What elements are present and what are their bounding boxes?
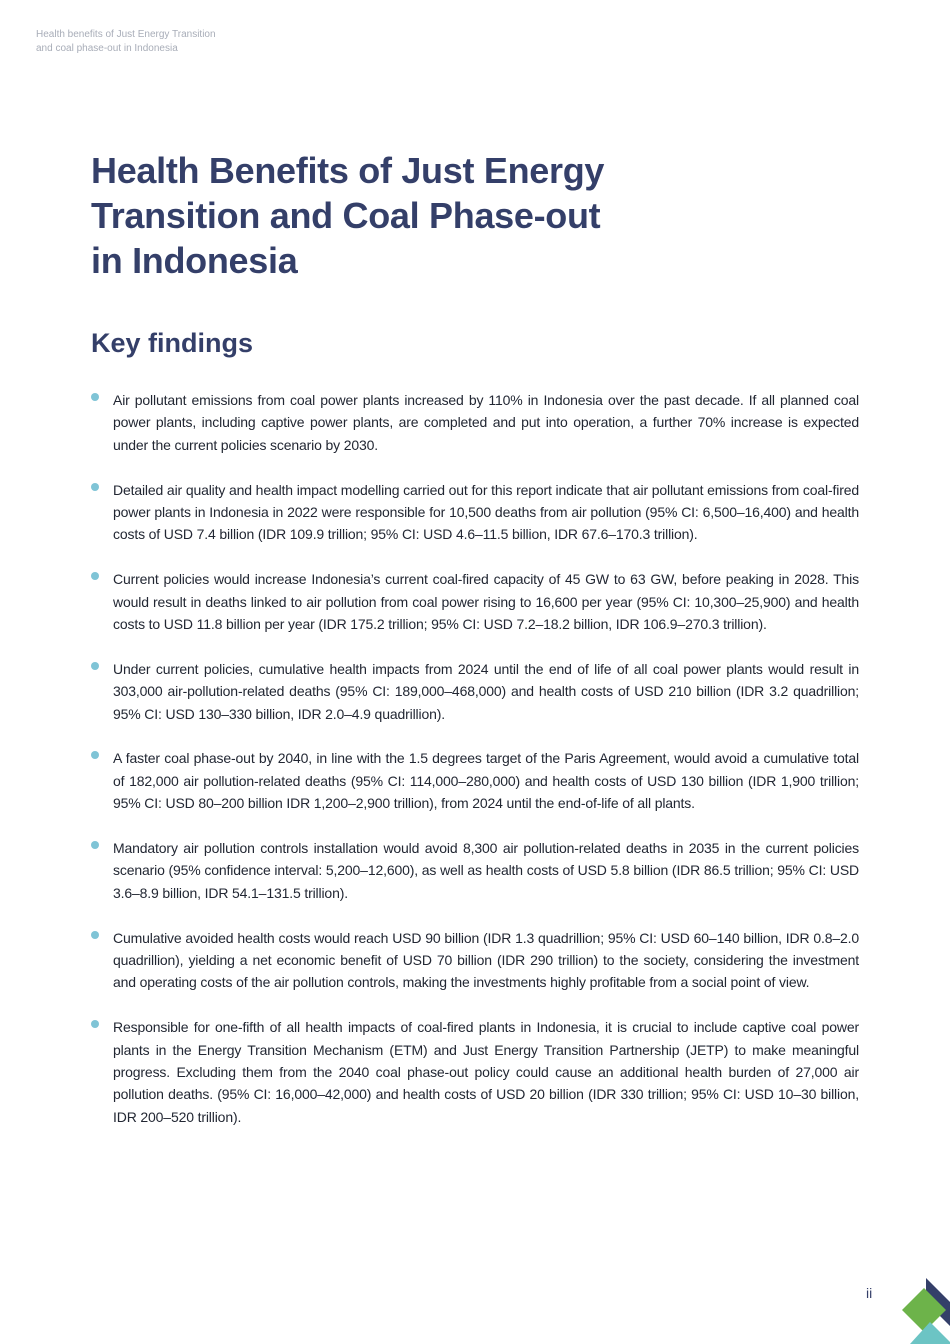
page-title-line-2: Transition and Coal Phase-out [91,195,601,236]
bullet-dot-icon [91,393,99,401]
finding-text: Detailed air quality and health impact modelling carried out for this report indicate that air pollutant emissions from coal-fired power plants in Indonesia in 2022 were responsible for 10,500 deaths from air pollution (95% CI: 6,500–16,400) and health costs of USD 7.4 billion (IDR 109.9 trillion; 95% CI: USD 4.6–11.5 billion, IDR 67.6–170.3 trillion). [113,481,859,543]
running-header [36,28,216,56]
finding-text: Cumulative avoided health costs would reach USD 90 billion (IDR 1.3 quadrillion; 95% CI: USD 60–140 billion, IDR 0.8–2.0 quadrillion), yielding a net economic benefit of USD 70 billion (IDR 290 trillion) to the society, considering the investment and operating costs of the air pollution controls, making the investments highly profitable from a social point of view. [113,929,859,991]
bullet-dot-icon [91,1020,99,1028]
finding-item [91,479,859,546]
key-findings-list [91,389,859,1151]
bullet-dot-icon [91,483,99,491]
finding-text: Under current policies, cumulative health impacts from 2024 until the end of life of all coal power plants would result in 303,000 air-pollution-related deaths (95% CI: 189,000–468,000) and health costs of USD 210 billion (IDR 3.2 quadrillion; 95% CI: USD 130–330 billion, IDR 2.0–4.9 quadrillion). [113,660,859,722]
finding-item [91,389,859,456]
finding-item [91,658,859,725]
bullet-dot-icon [91,572,99,580]
running-header-line-2: and coal phase-out in Indonesia [36,43,178,54]
finding-item [91,837,859,904]
bullet-dot-icon [91,931,99,939]
page-title-line-3: in Indonesia [91,240,298,281]
finding-text: Mandatory air pollution controls installation would avoid 8,300 air pollution-related deaths in 2035 in the current policies scenario (95% confidence interval: 5,200–12,600), as well as health costs of USD 5.8 billion (IDR 86.5 trillion; 95% CI: USD 3.6–8.9 billion, IDR 54.1–131.5 trillion). [113,840,859,901]
finding-item [91,927,859,994]
finding-text: Air pollutant emissions from coal power plants increased by 110% in Indonesia over the past decade. If all planned coal power plants, including captive power plants, are completed and put into operation, a further 70% increase is expected under the current policies scenario by 2030. [113,392,859,453]
section-heading-key-findings: Key findings [91,328,254,358]
running-header-line-1: Health benefits of Just Energy Transition [36,29,216,40]
finding-item [91,568,859,635]
finding-text: A faster coal phase-out by 2040, in line with the 1.5 degrees target of the Paris Agreement, would avoid a cumulative total of 182,000 air pollution-related deaths (95% CI: 114,000–280,000) and health costs of USD 130 billion (IDR 1,900 trillion; 95% CI: USD 80–200 billion IDR 1,200–2,900 trillion), from 2024 until the end-of-life of all plants. [113,750,859,812]
bullet-dot-icon [91,841,99,849]
bullet-dot-icon [91,662,99,670]
finding-item [91,1016,859,1128]
page-number: ii [866,1285,873,1301]
corner-diamond-decoration [900,1276,950,1344]
finding-text: Responsible for one-fifth of all health impacts of coal-fired plants in Indonesia, it is crucial to include captive coal power plants in the Energy Transition Mechanism (ETM) and Just Energy Transition Partnership (JETP) to make meaningful progress. Excluding them from the 2040 coal phase-out policy could cause an additional health burden of 27,000 air pollution deaths. (95% CI: 16,000–42,000) and health costs of USD 20 billion (IDR 330 trillion; 95% CI: USD 10–30 billion, IDR 200–520 trillion). [113,1019,859,1125]
page-title-line-1: Health Benefits of Just Energy [91,150,605,191]
finding-text: Current policies would increase Indonesia’s current coal-fired capacity of 45 GW to 63 GW, before peaking in 2028. This would result in deaths linked to air pollution from coal power rising to 16,600 per year (95% CI: 10,300–25,900) and health costs to USD 11.8 billion per year (IDR 175.2 trillion; 95% CI: USD 7.2–18.2 billion, IDR 106.9–270.3 trillion). [113,571,859,633]
bullet-dot-icon [91,751,99,759]
page-title [91,148,651,283]
finding-item [91,747,859,814]
